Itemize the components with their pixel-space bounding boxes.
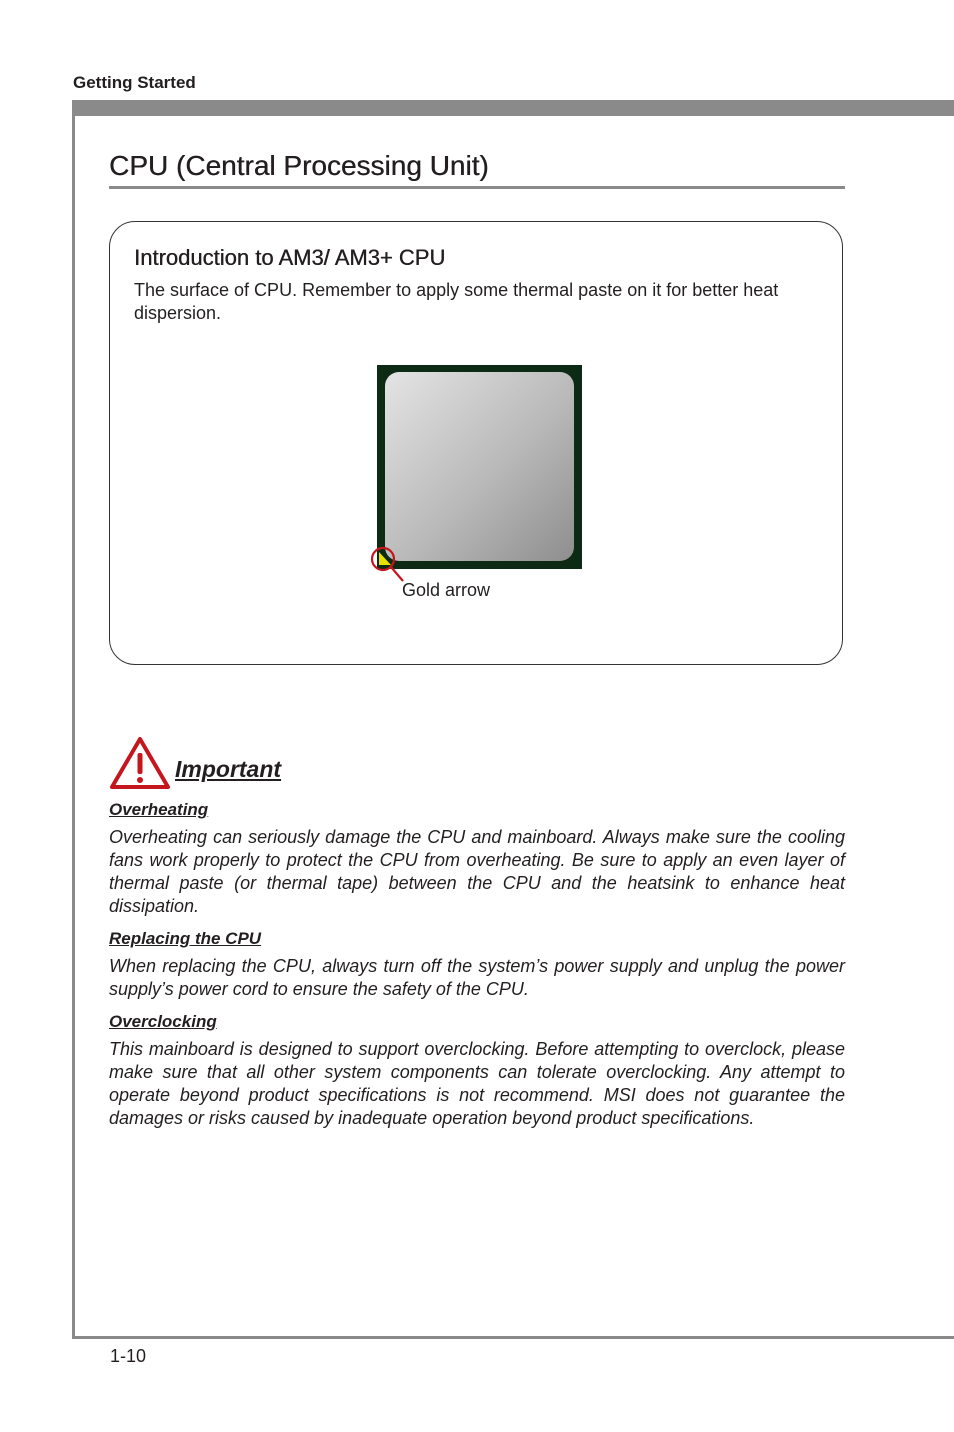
overheating-title: Overheating [109, 800, 209, 819]
warning-triangle-icon [109, 736, 171, 790]
overclocking-title: Overclocking [109, 1012, 217, 1031]
intro-heading: Introduction to AM3/ AM3+ CPU [134, 245, 446, 270]
cpu-heat-spreader [385, 372, 574, 561]
section-header: Getting Started [73, 73, 196, 92]
important-title: Important [175, 756, 282, 782]
cpu-surface-illustration [368, 362, 588, 582]
gold-arrow-label: Gold arrow [402, 580, 491, 600]
header-bar [72, 100, 954, 116]
page-title: CPU (Central Processing Unit) [109, 150, 845, 189]
page-number: 1-10 [110, 1346, 147, 1366]
overclocking-text: This mainboard is designed to support overclocking. Before attempting to overclock, please make sure that all other system components can tolerate overclocking. Any attempt to operate beyond product specifications is not recommend. MSI does not guarantee the damages or risks caused by inadequate operation beyond product specifications. [109, 1039, 845, 1128]
intro-text: The surface of CPU. Remember to apply some thermal paste on it for better heat dispersion. [134, 280, 779, 323]
left-margin-rule [72, 100, 75, 1338]
replacing-cpu-text: When replacing the CPU, always turn off the system’s power supply and unplug the power supply’s power cord to ensure the safety of the CPU. [109, 956, 845, 999]
overheating-text: Overheating can seriously damage the CPU and mainboard. Always make sure the cooling fans work properly to protect the CPU from overheating. Be sure to apply an even layer of thermal paste (or thermal tape) between the CPU and the heatsink to enhance heat dissipation. [109, 827, 845, 916]
footer-rule [72, 1336, 954, 1339]
replacing-cpu-title: Replacing the CPU [109, 929, 262, 948]
